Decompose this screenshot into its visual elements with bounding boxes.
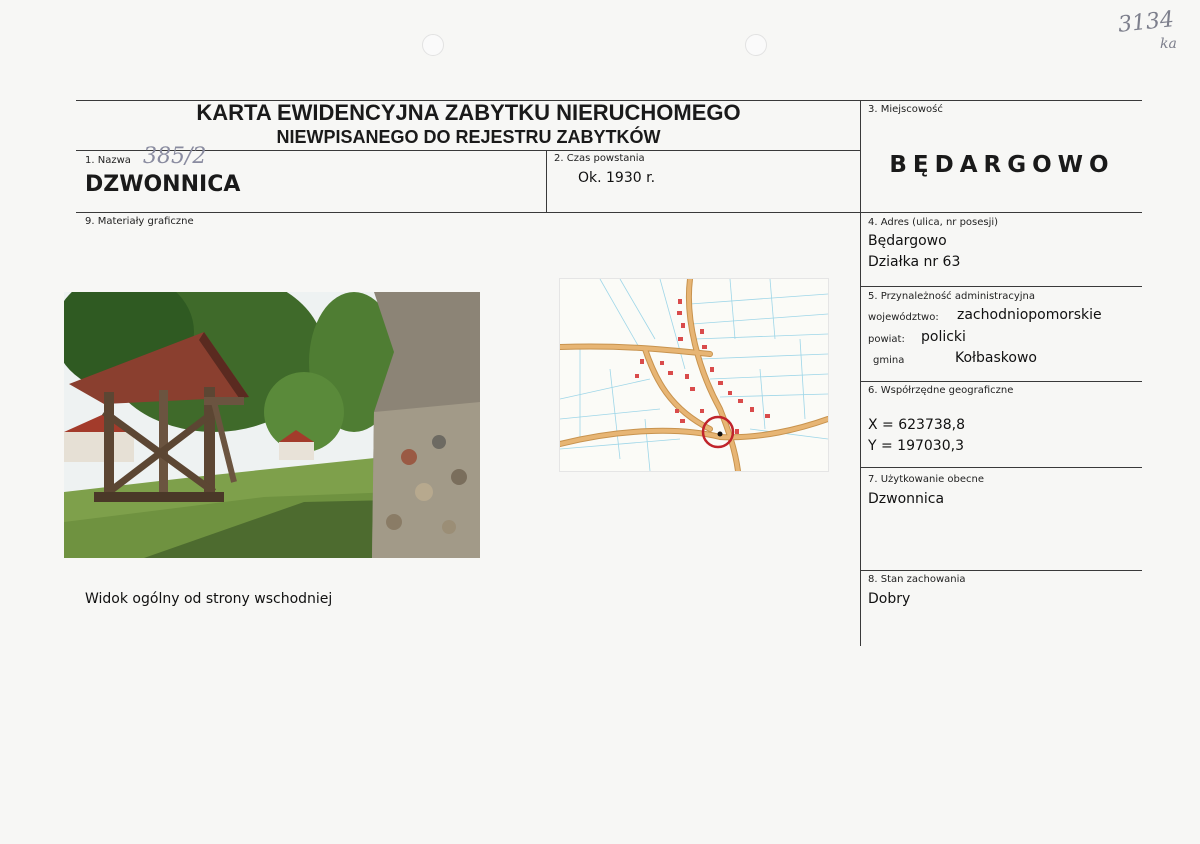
address-label: 4. Adres (ulica, nr posesji) xyxy=(868,217,999,228)
coord-x: X = 623738,8 xyxy=(868,417,966,433)
address-line1: Będargowo xyxy=(868,233,947,249)
voivodeship-label: województwo: xyxy=(868,312,939,323)
county-value: policki xyxy=(921,329,966,345)
punch-hole-right xyxy=(745,34,767,56)
admin-label: 5. Przynależność administracyjna xyxy=(868,291,1035,302)
card-subtitle: NIEWPISANEGO DO REJESTRU ZABYTKÓW xyxy=(276,127,661,147)
address-line2: Działka nr 63 xyxy=(868,254,961,270)
created-label: 2. Czas powstania xyxy=(554,153,645,164)
address-bottom xyxy=(861,286,1142,287)
coord-y: Y = 197030,3 xyxy=(868,438,964,454)
graphics-label: 9. Materiały graficzne xyxy=(85,216,194,227)
name-handwritten-number: 385/2 xyxy=(143,144,207,169)
voivodeship-value: zachodniopomorskie xyxy=(957,307,1102,323)
cadastral-map xyxy=(559,278,829,472)
created-value: Ok. 1930 r. xyxy=(578,170,656,186)
right-column-divider xyxy=(860,100,861,646)
locality-label: 3. Miejscowość xyxy=(868,104,943,115)
photo-caption: Widok ogólny od strony wschodniej xyxy=(85,591,333,607)
admin-bottom xyxy=(861,381,1142,382)
commune-label: gmina xyxy=(873,355,905,366)
archive-number-annotation: 3134 xyxy=(1116,7,1176,38)
name-row-bottom xyxy=(76,212,1142,213)
usage-value: Dzwonnica xyxy=(868,491,945,507)
card-title: KARTA EWIDENCYJNA ZABYTKU NIERUCHOMEGO xyxy=(196,100,741,125)
usage-bottom xyxy=(861,570,1142,571)
commune-value: Kołbaskowo xyxy=(955,350,1037,366)
name-date-divider xyxy=(546,150,547,212)
county-label: powiat: xyxy=(868,334,905,345)
locality-value: BĘDARGOWO xyxy=(889,152,1115,178)
condition-label: 8. Stan zachowania xyxy=(868,574,966,585)
condition-value: Dobry xyxy=(868,591,911,607)
usage-label: 7. Użytkowanie obecne xyxy=(868,474,985,485)
initials-annotation: ka xyxy=(1160,36,1177,52)
punch-hole-left xyxy=(422,34,444,56)
coords-label: 6. Współrzędne geograficzne xyxy=(868,385,1014,396)
name-value: DZWONNICA xyxy=(85,172,241,197)
belfry-photo xyxy=(64,292,480,558)
coords-bottom xyxy=(861,467,1142,468)
name-label: 1. Nazwa xyxy=(85,155,131,166)
